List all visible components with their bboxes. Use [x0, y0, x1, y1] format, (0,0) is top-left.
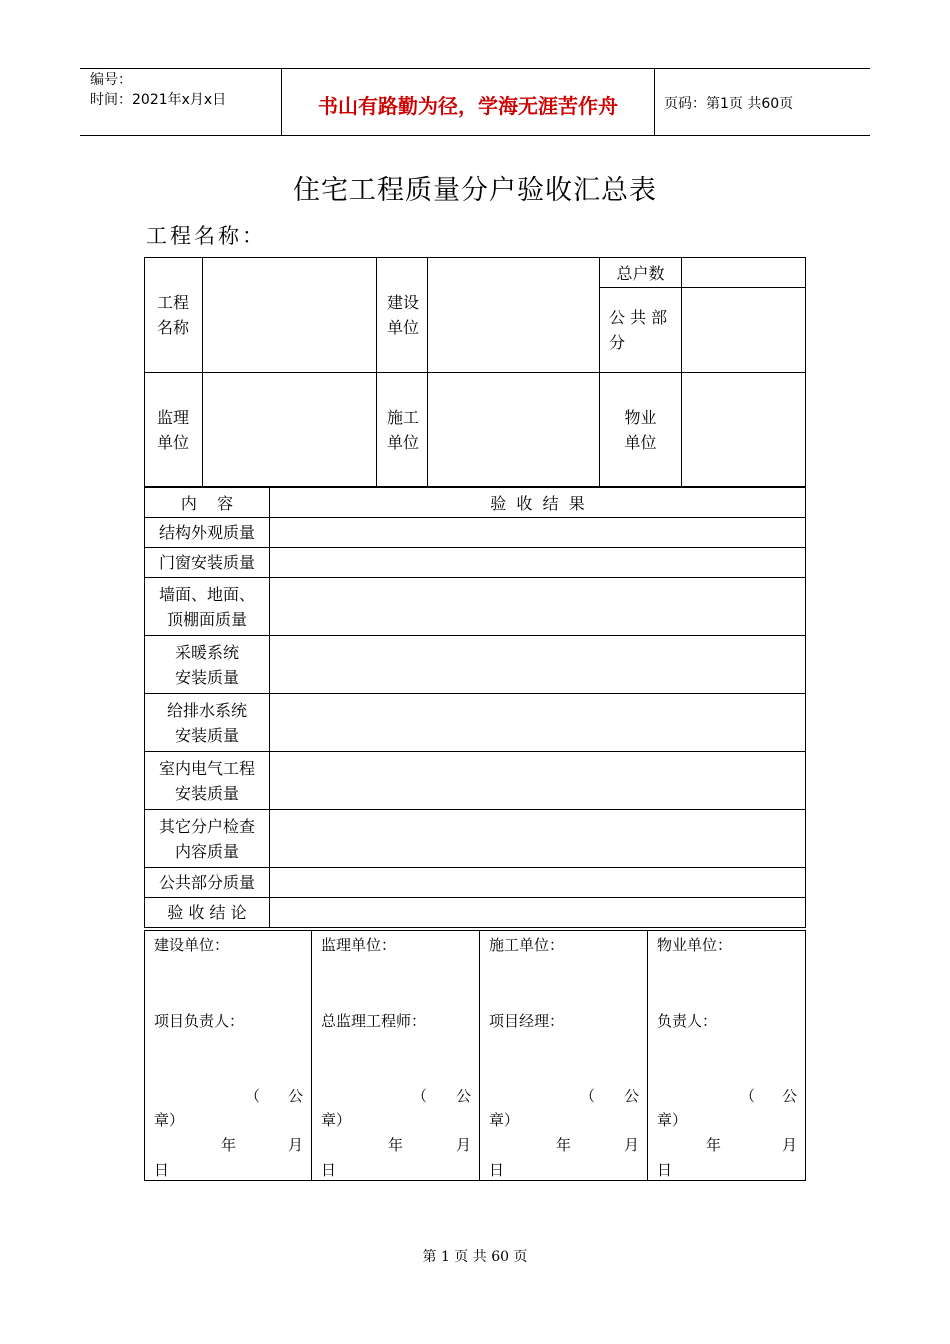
seal-open-paren: （ — [412, 1087, 428, 1105]
item-acceptance-conclusion: 验 收 结 论 — [145, 898, 270, 928]
month-label: 月 — [781, 1136, 797, 1154]
item-water-drainage: 给排水系统安装质量 — [145, 694, 270, 752]
item-other-inspection: 其它分户检查内容质量 — [145, 810, 270, 868]
item-doors-windows: 门窗安装质量 — [145, 548, 270, 578]
result-cell[interactable] — [270, 578, 806, 636]
result-cell[interactable] — [270, 752, 806, 810]
result-cell[interactable] — [270, 636, 806, 694]
signature-cell-construction[interactable] — [145, 931, 312, 1181]
label-supervision-unit: 监理单位 — [145, 373, 203, 487]
value-construction-unit[interactable] — [428, 258, 600, 373]
signature-unit-label: 物业单位： — [657, 936, 733, 954]
year-label: 年 — [556, 1136, 572, 1154]
month-label: 月 — [287, 1136, 303, 1154]
label-builder-unit: 施工单位 — [377, 373, 428, 487]
value-project-name[interactable] — [203, 258, 377, 373]
seal-close: 章） — [657, 1111, 688, 1129]
quality-table — [144, 487, 806, 928]
month-label: 月 — [623, 1136, 639, 1154]
header-page-info: 页码：第1页 共60页 — [664, 96, 794, 112]
year-label: 年 — [221, 1136, 237, 1154]
signature-person-label: 项目经理： — [489, 1012, 565, 1030]
signature-unit-label: 施工单位： — [489, 936, 565, 954]
seal-open-paren: （ — [740, 1087, 756, 1105]
page-footer: 第 1 页 共 60 页 — [422, 1249, 528, 1265]
result-cell[interactable] — [270, 548, 806, 578]
header-bottom-rule — [80, 135, 870, 136]
signature-unit-label: 建设单位： — [154, 936, 230, 954]
signature-cell-supervision[interactable] — [312, 931, 480, 1181]
page-title: 住宅工程质量分户验收汇总表 — [293, 175, 657, 206]
header-top-rule — [80, 68, 870, 69]
year-label: 年 — [706, 1136, 722, 1154]
header-result: 验 收 结 果 — [270, 488, 806, 518]
project-name-label: 工程名称： — [146, 224, 266, 248]
signature-person-label: 负责人： — [657, 1012, 718, 1030]
day-label: 日 — [154, 1161, 170, 1179]
value-public-part[interactable] — [682, 288, 806, 373]
value-property-unit[interactable] — [682, 373, 806, 487]
header-content: 内 容 — [145, 488, 270, 518]
result-cell[interactable] — [270, 810, 806, 868]
document-time-label: 时间：2021年x月x日 — [90, 92, 227, 108]
value-total-households[interactable] — [682, 258, 806, 288]
seal-char: 公 — [623, 1087, 639, 1105]
signature-cell-property[interactable] — [648, 931, 806, 1181]
seal-char: 公 — [781, 1087, 797, 1105]
year-label: 年 — [388, 1136, 404, 1154]
signature-person-label: 项目负责人： — [154, 1012, 245, 1030]
item-walls-floors-ceilings: 墙面、地面、顶棚面质量 — [145, 578, 270, 636]
seal-open-paren: （ — [580, 1087, 596, 1105]
seal-close: 章） — [321, 1111, 352, 1129]
document-number-label: 编号： — [90, 72, 132, 88]
day-label: 日 — [489, 1161, 505, 1179]
day-label: 日 — [657, 1161, 673, 1179]
label-property-unit: 物业单位 — [600, 373, 682, 487]
item-structure-appearance: 结构外观质量 — [145, 518, 270, 548]
value-supervision-unit[interactable] — [203, 373, 377, 487]
item-indoor-electrical: 室内电气工程安装质量 — [145, 752, 270, 810]
seal-char: 公 — [455, 1087, 471, 1105]
seal-char: 公 — [287, 1087, 303, 1105]
signature-unit-label: 监理单位： — [321, 936, 397, 954]
signature-cell-builder[interactable] — [480, 931, 648, 1181]
value-builder-unit[interactable] — [428, 373, 600, 487]
result-cell[interactable] — [270, 898, 806, 928]
label-construction-unit: 建设单位 — [377, 258, 428, 373]
label-total-households: 总户数 — [600, 258, 682, 288]
label-public-part: 公 共 部 分 — [600, 288, 682, 373]
month-label: 月 — [455, 1136, 471, 1154]
item-public-part-quality: 公共部分质量 — [145, 868, 270, 898]
day-label: 日 — [321, 1161, 337, 1179]
header-divider-right — [654, 68, 655, 136]
seal-close: 章） — [154, 1111, 185, 1129]
result-cell[interactable] — [270, 694, 806, 752]
item-heating-system: 采暖系统安装质量 — [145, 636, 270, 694]
label-project-name: 工程名称 — [145, 258, 203, 373]
seal-close: 章） — [489, 1111, 520, 1129]
result-cell[interactable] — [270, 868, 806, 898]
header-motto: 书山有路勤为径，学海无涯苦作舟 — [318, 94, 618, 118]
result-cell[interactable] — [270, 518, 806, 548]
project-info-table — [144, 257, 806, 487]
seal-open-paren: （ — [245, 1087, 261, 1105]
signature-person-label: 总监理工程师： — [321, 1012, 427, 1030]
signature-table — [144, 930, 806, 1181]
